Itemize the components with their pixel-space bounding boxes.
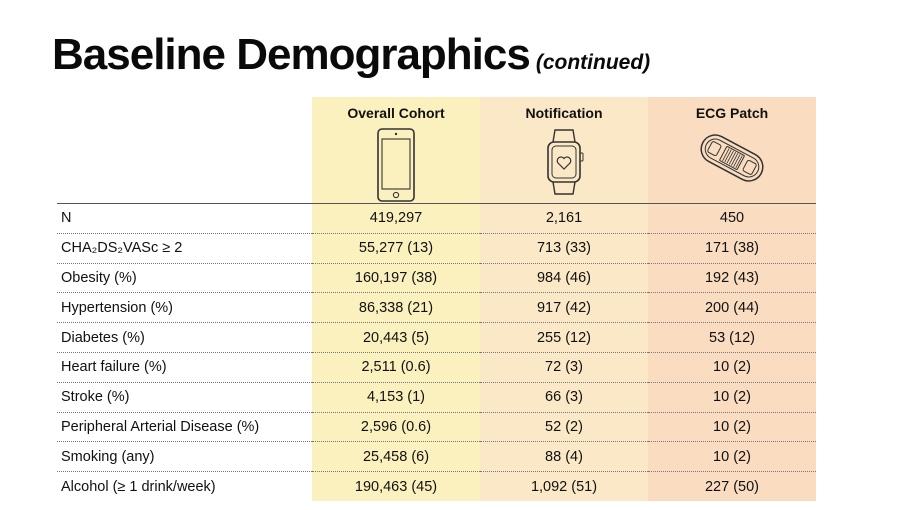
cell-notification: 984 (46) (480, 263, 648, 293)
table-row (57, 293, 816, 323)
cell-overall-cohort: 2,511 (0.6) (312, 352, 480, 382)
column-label: Overall Cohort (347, 105, 445, 121)
slide-subtitle: (continued) (535, 51, 651, 74)
table-row (57, 412, 816, 442)
table-row (57, 382, 816, 412)
cell-notification: 713 (33) (480, 233, 648, 263)
table-header-row (57, 97, 816, 204)
row-label: Hypertension (%) (57, 293, 312, 323)
cell-notification: 66 (3) (480, 382, 648, 412)
cell-notification: 52 (2) (480, 412, 648, 442)
table-row (57, 323, 816, 353)
cell-notification: 1,092 (51) (480, 472, 648, 501)
cell-ecg-patch: 53 (12) (648, 323, 816, 353)
column-header-notification (480, 97, 648, 204)
cell-notification: 2,161 (480, 204, 648, 234)
table-row (57, 263, 816, 293)
cell-ecg-patch: 171 (38) (648, 233, 816, 263)
cell-overall-cohort: 2,596 (0.6) (312, 412, 480, 442)
row-label: Obesity (%) (57, 263, 312, 293)
cell-ecg-patch: 200 (44) (648, 293, 816, 323)
cell-notification: 255 (12) (480, 323, 648, 353)
column-header-ecg-patch (648, 97, 816, 204)
slide-title-text: Baseline Demographics (52, 30, 530, 79)
cell-ecg-patch: 10 (2) (648, 382, 816, 412)
cell-ecg-patch: 10 (2) (648, 352, 816, 382)
table-row (57, 472, 816, 501)
table-row (57, 442, 816, 472)
cell-notification: 88 (4) (480, 442, 648, 472)
cell-overall-cohort: 4,153 (1) (312, 382, 480, 412)
cell-notification: 72 (3) (480, 352, 648, 382)
row-label: Smoking (any) (57, 442, 312, 472)
smartphone-icon (376, 127, 416, 203)
cell-ecg-patch: 192 (43) (648, 263, 816, 293)
column-label: Notification (525, 105, 603, 121)
cell-overall-cohort: 190,463 (45) (312, 472, 480, 501)
row-label: Alcohol (≥ 1 drink/week) (57, 472, 312, 501)
cell-ecg-patch: 227 (50) (648, 472, 816, 501)
row-label: Diabetes (%) (57, 323, 312, 353)
cell-overall-cohort: 160,197 (38) (312, 263, 480, 293)
header-blank-cell (57, 97, 312, 204)
row-label: Peripheral Arterial Disease (%) (57, 412, 312, 442)
column-label: ECG Patch (695, 105, 769, 121)
cell-overall-cohort: 55,277 (13) (312, 233, 480, 263)
row-label: CHA₂DS₂VASc ≥ 2 (57, 233, 312, 263)
slide-title (52, 30, 650, 80)
cell-notification: 917 (42) (480, 293, 648, 323)
row-label: N (57, 204, 312, 234)
row-label: Heart failure (%) (57, 352, 312, 382)
cell-overall-cohort: 419,297 (312, 204, 480, 234)
column-header-overall-cohort (312, 97, 480, 204)
table-row (57, 352, 816, 382)
row-label: Stroke (%) (57, 382, 312, 412)
table-row (57, 204, 816, 234)
demographics-table (57, 97, 816, 501)
cell-ecg-patch: 10 (2) (648, 412, 816, 442)
cell-ecg-patch: 450 (648, 204, 816, 234)
cell-overall-cohort: 86,338 (21) (312, 293, 480, 323)
table-row (57, 233, 816, 263)
cell-ecg-patch: 10 (2) (648, 442, 816, 472)
smartwatch-heart-icon (544, 127, 584, 197)
cell-overall-cohort: 20,443 (5) (312, 323, 480, 353)
ecg-patch-icon (694, 127, 770, 189)
cell-overall-cohort: 25,458 (6) (312, 442, 480, 472)
heart-logo-icon (853, 462, 893, 500)
